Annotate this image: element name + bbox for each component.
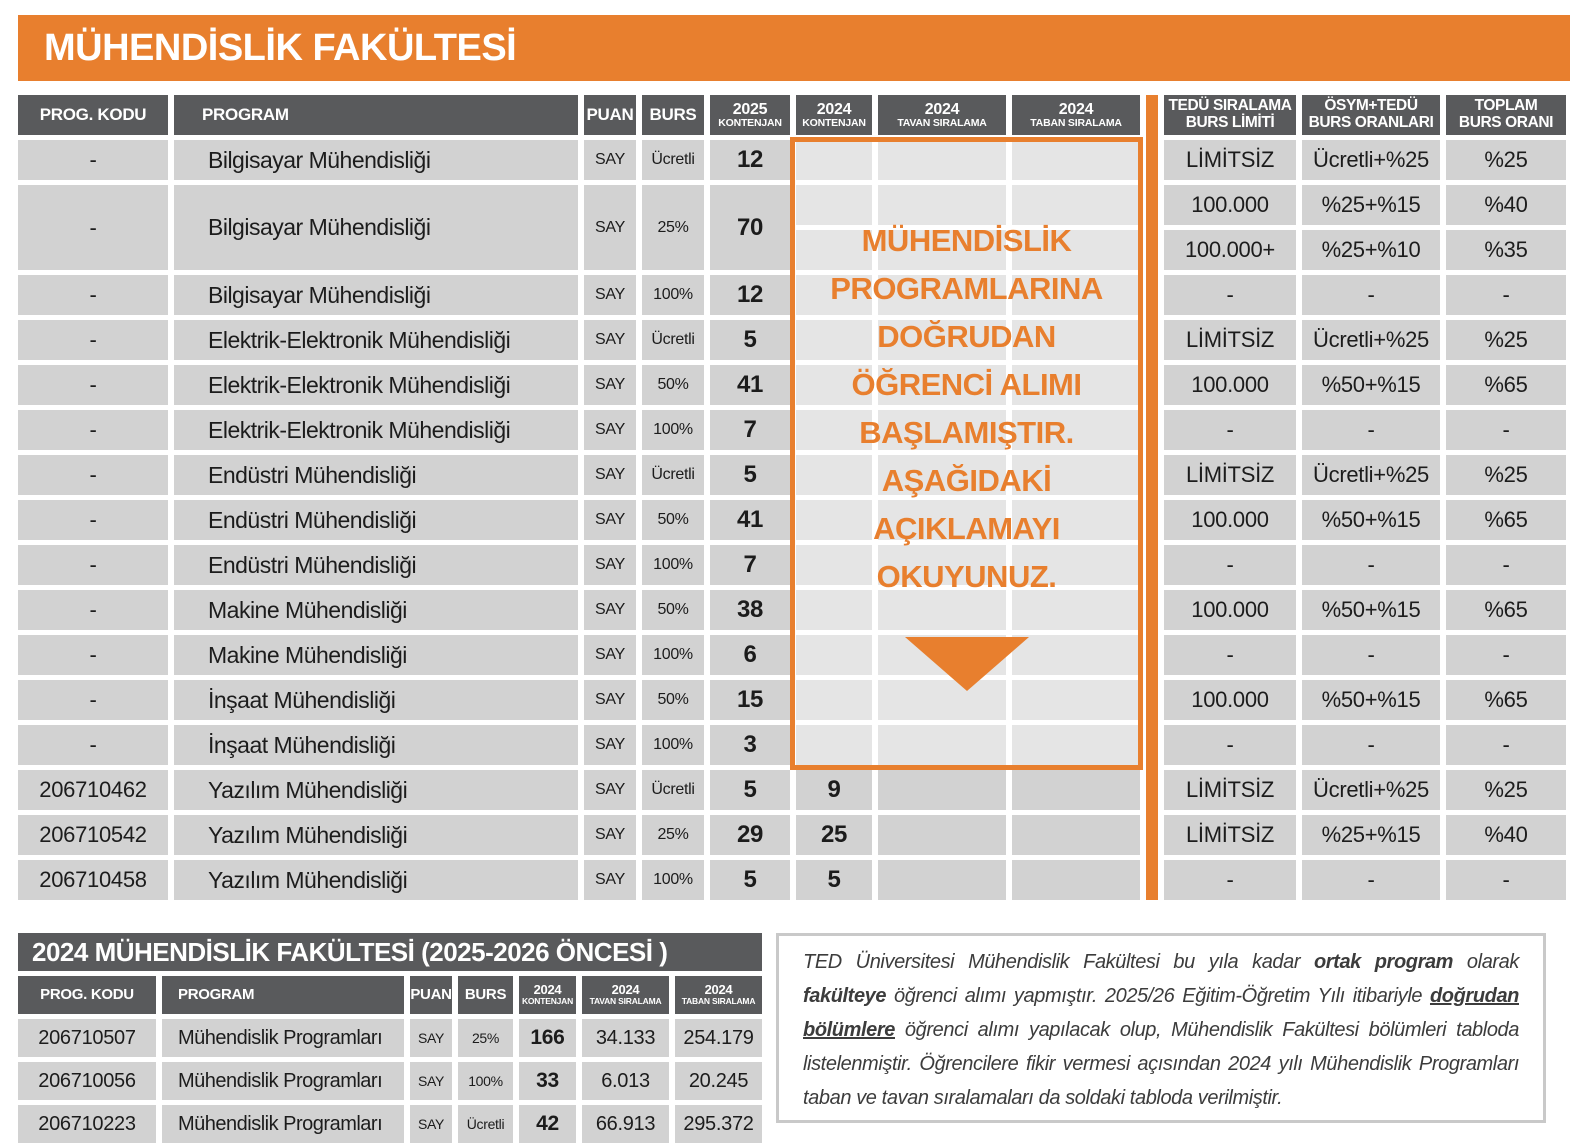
sec-cell-taban-2024: 254.179 — [675, 1019, 762, 1057]
cell-tavan-2024 — [878, 365, 1006, 405]
cell-burs: 100% — [642, 860, 704, 900]
cell-burs: 50% — [642, 590, 704, 630]
cell-puan: SAY — [584, 635, 636, 675]
cell-tedu-burs-limiti: LİMİTSİZ — [1164, 815, 1296, 855]
note-segment: TED Üniversitesi Mühendislik Fakültesi bu yıla kadar — [803, 951, 1314, 973]
header-line: ÖSYM+TEDÜ — [1324, 97, 1418, 115]
cell-burs: 100% — [642, 725, 704, 765]
cell-kontenjan-2024 — [796, 365, 872, 405]
cell-taban-2024 — [1012, 590, 1140, 630]
cell-tedu-burs-limiti: LİMİTSİZ — [1164, 455, 1296, 495]
cell-puan: SAY — [584, 320, 636, 360]
cell-program: Makine Mühendisliği — [174, 635, 578, 675]
cell-tavan-2024 — [878, 545, 1006, 585]
cell-kontenjan-2024 — [796, 680, 872, 720]
cell-program: Elektrik-Elektronik Mühendisliği — [174, 365, 578, 405]
cell-puan: SAY — [584, 590, 636, 630]
cell-tedu-burs-limiti: - — [1164, 725, 1296, 765]
sec-cell-tavan-2024: 6.013 — [582, 1062, 669, 1100]
cell-kontenjan-2025: 5 — [710, 770, 790, 810]
faculty-2024-table — [18, 976, 762, 1143]
cell-tavan-2024 — [878, 635, 1006, 675]
cell-prog-kodu: - — [18, 320, 168, 360]
cell-tavan-2024 — [878, 500, 1006, 540]
cell-taban-2024 — [1012, 545, 1140, 585]
col-header-toplam-burs-orani — [1446, 95, 1566, 135]
cell-tavan-2024 — [878, 680, 1006, 720]
cell-toplam-burs-orani: %40 — [1446, 815, 1566, 855]
cell-toplam-burs-orani: %25 — [1446, 140, 1566, 180]
cell-prog-kodu: - — [18, 455, 168, 495]
cell-kontenjan-2024 — [796, 185, 872, 225]
cell-toplam-burs-orani: %65 — [1446, 680, 1566, 720]
cell-tedu-burs-limiti: 100.000 — [1164, 500, 1296, 540]
col-header-osym-tedu-oranlari — [1302, 95, 1440, 135]
cell-tedu-burs-limiti: 100.000 — [1164, 680, 1296, 720]
header-year: 2024 — [1058, 100, 1094, 118]
cell-program: Endüstri Mühendisliği — [174, 500, 578, 540]
cell-burs: Ücretli — [642, 140, 704, 180]
cell-taban-2024 — [1012, 680, 1140, 720]
header-year: 2024 — [704, 982, 733, 998]
cell-osym-tedu-oran: - — [1302, 635, 1440, 675]
header-line: TEDÜ SIRALAMA — [1168, 97, 1292, 115]
cell-kontenjan-2024 — [796, 500, 872, 540]
cell-prog-kodu: - — [18, 365, 168, 405]
cell-program: Elektrik-Elektronik Mühendisliği — [174, 320, 578, 360]
sec-cell-tavan-2024: 34.133 — [582, 1019, 669, 1057]
cell-puan: SAY — [584, 140, 636, 180]
sec-cell-puan: SAY — [410, 1019, 452, 1057]
sec-col-header-prog-kodu: PROG. KODU — [18, 976, 156, 1014]
cell-toplam-burs-orani: %35 — [1446, 230, 1566, 270]
cell-kontenjan-2025: 41 — [710, 500, 790, 540]
note-segment: olarak — [1453, 951, 1520, 973]
cell-burs: 25% — [642, 815, 704, 855]
header-label: TABAN SIRALAMA — [1030, 116, 1122, 129]
note-segment: doğrudan bölümlere — [803, 985, 1519, 1041]
cell-tavan-2024 — [878, 860, 1006, 900]
cell-osym-tedu-oran: %25+%15 — [1302, 815, 1440, 855]
header-label: TABAN SIRALAMA — [681, 996, 756, 1007]
cell-tavan-2024 — [878, 185, 1006, 225]
cell-toplam-burs-orani: - — [1446, 545, 1566, 585]
cell-kontenjan-2024 — [796, 230, 872, 270]
cell-prog-kodu: - — [18, 680, 168, 720]
cell-tedu-burs-limiti: LİMİTSİZ — [1164, 320, 1296, 360]
announcement-text: MÜHENDİSLİK PROGRAMLARINA DOĞRUDAN ÖĞRENCİ ALIMI BAŞLAMIŞTIR. AŞAĞIDAKİ AÇIKLAMAYI OKUYUNUZ. — [830, 222, 1103, 594]
header-year: 2024 — [816, 100, 852, 118]
sec-cell-burs: 100% — [458, 1062, 513, 1100]
header-label: KONTENJAN — [521, 996, 574, 1007]
cell-tedu-burs-limiti: - — [1164, 410, 1296, 450]
secondary-table-title-bar — [18, 933, 762, 971]
sec-cell-burs: 25% — [458, 1019, 513, 1057]
sec-col-header-puan: PUAN — [410, 976, 452, 1014]
cell-burs: Ücretli — [642, 455, 704, 495]
cell-kontenjan-2024 — [796, 590, 872, 630]
cell-taban-2024 — [1012, 815, 1140, 855]
cell-burs: Ücretli — [642, 770, 704, 810]
cell-program: Yazılım Mühendisliği — [174, 770, 578, 810]
cell-tedu-burs-limiti: LİMİTSİZ — [1164, 770, 1296, 810]
cell-osym-tedu-oran: %25+%10 — [1302, 230, 1440, 270]
col-header-tavan-2024 — [878, 95, 1006, 135]
cell-taban-2024 — [1012, 365, 1140, 405]
faculty-programs-table — [18, 95, 1566, 900]
cell-program: Endüstri Mühendisliği — [174, 545, 578, 585]
col-header-kontenjan-2024 — [796, 95, 872, 135]
cell-tedu-burs-limiti: - — [1164, 635, 1296, 675]
cell-burs: 100% — [642, 410, 704, 450]
cell-burs: 100% — [642, 635, 704, 675]
cell-kontenjan-2024 — [796, 275, 872, 315]
cell-kontenjan-2024 — [796, 410, 872, 450]
note-segment: ortak program — [1313, 951, 1454, 973]
secondary-table-title: 2024 MÜHENDİSLİK FAKÜLTESİ (2025-2026 ÖNCESİ ) — [32, 936, 668, 967]
cell-program: İnşaat Mühendisliği — [174, 680, 578, 720]
header-year: 2025 — [732, 100, 768, 118]
cell-burs: 50% — [642, 500, 704, 540]
cell-burs: 25% — [642, 185, 704, 270]
header-label: TAVAN SIRALAMA — [589, 996, 662, 1007]
cell-kontenjan-2025: 38 — [710, 590, 790, 630]
cell-osym-tedu-oran: Ücretli+%25 — [1302, 140, 1440, 180]
cell-program: Bilgisayar Mühendisliği — [174, 185, 578, 270]
col-header-program: PROGRAM — [174, 95, 578, 135]
sec-col-header-program: PROGRAM — [162, 976, 404, 1014]
cell-kontenjan-2025: 15 — [710, 680, 790, 720]
cell-burs: Ücretli — [642, 320, 704, 360]
header-label: KONTENJAN — [802, 116, 866, 129]
sec-cell-program: Mühendislik Programları — [162, 1019, 404, 1057]
faculty-title: MÜHENDİSLİK FAKÜLTESİ — [44, 26, 517, 69]
cell-puan: SAY — [584, 455, 636, 495]
sec-cell-prog-kodu: 206710223 — [18, 1105, 156, 1143]
cell-program: Bilgisayar Mühendisliği — [174, 275, 578, 315]
col-header-tedu-burs-limiti — [1164, 95, 1296, 135]
note-text — [803, 951, 1519, 1109]
cell-prog-kodu: - — [18, 725, 168, 765]
col-header-prog-kodu: PROG. KODU — [18, 95, 168, 135]
cell-puan: SAY — [584, 815, 636, 855]
cell-osym-tedu-oran: %50+%15 — [1302, 590, 1440, 630]
cell-kontenjan-2025: 5 — [710, 860, 790, 900]
cell-prog-kodu: - — [18, 140, 168, 180]
cell-toplam-burs-orani: %40 — [1446, 185, 1566, 225]
cell-program: İnşaat Mühendisliği — [174, 725, 578, 765]
cell-program: Endüstri Mühendisliği — [174, 455, 578, 495]
cell-prog-kodu: 206710458 — [18, 860, 168, 900]
cell-kontenjan-2025: 5 — [710, 455, 790, 495]
sec-cell-program: Mühendislik Programları — [162, 1105, 404, 1143]
cell-kontenjan-2025: 5 — [710, 320, 790, 360]
cell-kontenjan-2025: 12 — [710, 140, 790, 180]
cell-tavan-2024 — [878, 140, 1006, 180]
cell-kontenjan-2025: 29 — [710, 815, 790, 855]
cell-burs: 50% — [642, 680, 704, 720]
faculty-title-bar — [18, 15, 1570, 81]
header-year: 2024 — [924, 100, 960, 118]
cell-burs: 100% — [642, 275, 704, 315]
col-header-burs: BURS — [642, 95, 704, 135]
col-header-puan: PUAN — [584, 95, 636, 135]
cell-prog-kodu: 206710462 — [18, 770, 168, 810]
cell-prog-kodu: - — [18, 185, 168, 270]
sec-cell-kontenjan-2024: 42 — [519, 1105, 576, 1143]
cell-program: Yazılım Mühendisliği — [174, 815, 578, 855]
cell-toplam-burs-orani: %25 — [1446, 455, 1566, 495]
cell-toplam-burs-orani: - — [1446, 860, 1566, 900]
cell-puan: SAY — [584, 275, 636, 315]
cell-osym-tedu-oran: - — [1302, 725, 1440, 765]
cell-kontenjan-2024: 25 — [796, 815, 872, 855]
sec-cell-kontenjan-2024: 33 — [519, 1062, 576, 1100]
cell-taban-2024 — [1012, 230, 1140, 270]
cell-puan: SAY — [584, 860, 636, 900]
cell-program: Yazılım Mühendisliği — [174, 860, 578, 900]
cell-prog-kodu: - — [18, 545, 168, 585]
cell-kontenjan-2024 — [796, 725, 872, 765]
cell-taban-2024 — [1012, 500, 1140, 540]
cell-osym-tedu-oran: Ücretli+%25 — [1302, 320, 1440, 360]
cell-prog-kodu: 206710542 — [18, 815, 168, 855]
cell-puan: SAY — [584, 725, 636, 765]
cell-tavan-2024 — [878, 410, 1006, 450]
cell-toplam-burs-orani: %25 — [1446, 770, 1566, 810]
header-line: BURS LİMİTİ — [1185, 114, 1275, 131]
sec-cell-taban-2024: 295.372 — [675, 1105, 762, 1143]
cell-kontenjan-2025: 70 — [710, 185, 790, 270]
note-segment: öğrenci alımı yapmıştır. 2025/26 Eğitim-Öğretim Yılı itibariyle — [886, 985, 1430, 1007]
col-header-taban-2024 — [1012, 95, 1140, 135]
cell-kontenjan-2025: 7 — [710, 545, 790, 585]
cell-kontenjan-2024 — [796, 635, 872, 675]
cell-puan: SAY — [584, 545, 636, 585]
cell-kontenjan-2025: 3 — [710, 725, 790, 765]
cell-taban-2024 — [1012, 140, 1140, 180]
sec-col-header-kontenjan-2024 — [519, 976, 576, 1014]
cell-tavan-2024 — [878, 230, 1006, 270]
cell-prog-kodu: - — [18, 500, 168, 540]
cell-tedu-burs-limiti: LİMİTSİZ — [1164, 140, 1296, 180]
cell-tavan-2024 — [878, 275, 1006, 315]
cell-taban-2024 — [1012, 320, 1140, 360]
cell-tedu-burs-limiti: - — [1164, 545, 1296, 585]
sec-cell-tavan-2024: 66.913 — [582, 1105, 669, 1143]
cell-kontenjan-2025: 12 — [710, 275, 790, 315]
cell-osym-tedu-oran: - — [1302, 545, 1440, 585]
cell-kontenjan-2025: 41 — [710, 365, 790, 405]
cell-tedu-burs-limiti: 100.000+ — [1164, 230, 1296, 270]
cell-taban-2024 — [1012, 635, 1140, 675]
cell-tedu-burs-limiti: - — [1164, 860, 1296, 900]
cell-kontenjan-2025: 6 — [710, 635, 790, 675]
cell-toplam-burs-orani: - — [1446, 725, 1566, 765]
cell-toplam-burs-orani: - — [1446, 635, 1566, 675]
cell-osym-tedu-oran: %50+%15 — [1302, 365, 1440, 405]
cell-tavan-2024 — [878, 725, 1006, 765]
header-line: BURS ORANLARI — [1308, 114, 1434, 131]
cell-prog-kodu: - — [18, 275, 168, 315]
cell-taban-2024 — [1012, 455, 1140, 495]
cell-osym-tedu-oran: Ücretli+%25 — [1302, 455, 1440, 495]
cell-kontenjan-2024 — [796, 545, 872, 585]
sec-cell-puan: SAY — [410, 1105, 452, 1143]
cell-toplam-burs-orani: - — [1446, 275, 1566, 315]
cell-tedu-burs-limiti: - — [1164, 275, 1296, 315]
cell-tedu-burs-limiti: 100.000 — [1164, 185, 1296, 225]
cell-toplam-burs-orani: - — [1446, 410, 1566, 450]
cell-toplam-burs-orani: %65 — [1446, 590, 1566, 630]
cell-program: Makine Mühendisliği — [174, 590, 578, 630]
cell-puan: SAY — [584, 500, 636, 540]
cell-osym-tedu-oran: - — [1302, 275, 1440, 315]
cell-program: Bilgisayar Mühendisliği — [174, 140, 578, 180]
header-line: BURS ORANI — [1458, 114, 1554, 131]
cell-kontenjan-2024 — [796, 140, 872, 180]
cell-taban-2024 — [1012, 410, 1140, 450]
cell-kontenjan-2024: 9 — [796, 770, 872, 810]
cell-tavan-2024 — [878, 815, 1006, 855]
note-segment: öğrenci alımı yapılacak olup, Mühendislik Fakültesi bölümleri tabloda listelenmiştir. Öğrencilere fikir vermesi açısından 2024 yılı Mühendislik Programları taban ve tavan sıralamaları da soldaki tabloda verilmiştir. — [803, 1019, 1519, 1109]
cell-puan: SAY — [584, 365, 636, 405]
cell-taban-2024 — [1012, 770, 1140, 810]
cell-osym-tedu-oran: %50+%15 — [1302, 680, 1440, 720]
cell-program: Elektrik-Elektronik Mühendisliği — [174, 410, 578, 450]
header-year: 2024 — [611, 982, 640, 998]
sec-cell-program: Mühendislik Programları — [162, 1062, 404, 1100]
sec-cell-taban-2024: 20.245 — [675, 1062, 762, 1100]
cell-tedu-burs-limiti: 100.000 — [1164, 590, 1296, 630]
cell-prog-kodu: - — [18, 635, 168, 675]
cell-puan: SAY — [584, 770, 636, 810]
header-label: KONTENJAN — [718, 116, 782, 129]
cell-osym-tedu-oran: - — [1302, 410, 1440, 450]
cell-tavan-2024 — [878, 320, 1006, 360]
cell-tavan-2024 — [878, 455, 1006, 495]
cell-kontenjan-2024 — [796, 455, 872, 495]
sec-col-header-tavan-2024 — [582, 976, 669, 1014]
cell-tavan-2024 — [878, 590, 1006, 630]
orange-divider — [1146, 95, 1158, 900]
sec-cell-burs: Ücretli — [458, 1105, 513, 1143]
sec-col-header-burs: BURS — [458, 976, 513, 1014]
col-header-kontenjan-2025 — [710, 95, 790, 135]
cell-tedu-burs-limiti: 100.000 — [1164, 365, 1296, 405]
sec-cell-prog-kodu: 206710507 — [18, 1019, 156, 1057]
cell-prog-kodu: - — [18, 410, 168, 450]
cell-osym-tedu-oran: %50+%15 — [1302, 500, 1440, 540]
cell-burs: 50% — [642, 365, 704, 405]
cell-toplam-burs-orani: %65 — [1446, 500, 1566, 540]
cell-puan: SAY — [584, 410, 636, 450]
note-segment: fakülteye — [803, 985, 887, 1007]
sec-cell-prog-kodu: 206710056 — [18, 1062, 156, 1100]
note-box — [776, 933, 1546, 1123]
cell-puan: SAY — [584, 185, 636, 270]
cell-taban-2024 — [1012, 725, 1140, 765]
cell-osym-tedu-oran: %25+%15 — [1302, 185, 1440, 225]
cell-osym-tedu-oran: Ücretli+%25 — [1302, 770, 1440, 810]
cell-kontenjan-2024: 5 — [796, 860, 872, 900]
cell-kontenjan-2024 — [796, 320, 872, 360]
header-line: TOPLAM — [1474, 97, 1538, 115]
sec-col-header-taban-2024 — [675, 976, 762, 1014]
cell-taban-2024 — [1012, 860, 1140, 900]
cell-toplam-burs-orani: %25 — [1446, 320, 1566, 360]
header-label: TAVAN SIRALAMA — [897, 116, 987, 129]
cell-prog-kodu: - — [18, 590, 168, 630]
cell-osym-tedu-oran: - — [1302, 860, 1440, 900]
cell-kontenjan-2025: 7 — [710, 410, 790, 450]
cell-toplam-burs-orani: %65 — [1446, 365, 1566, 405]
cell-burs: 100% — [642, 545, 704, 585]
cell-puan: SAY — [584, 680, 636, 720]
sec-cell-puan: SAY — [410, 1062, 452, 1100]
cell-taban-2024 — [1012, 275, 1140, 315]
header-year: 2024 — [533, 982, 562, 998]
cell-taban-2024 — [1012, 185, 1140, 225]
cell-tavan-2024 — [878, 770, 1006, 810]
sec-cell-kontenjan-2024: 166 — [519, 1019, 576, 1057]
